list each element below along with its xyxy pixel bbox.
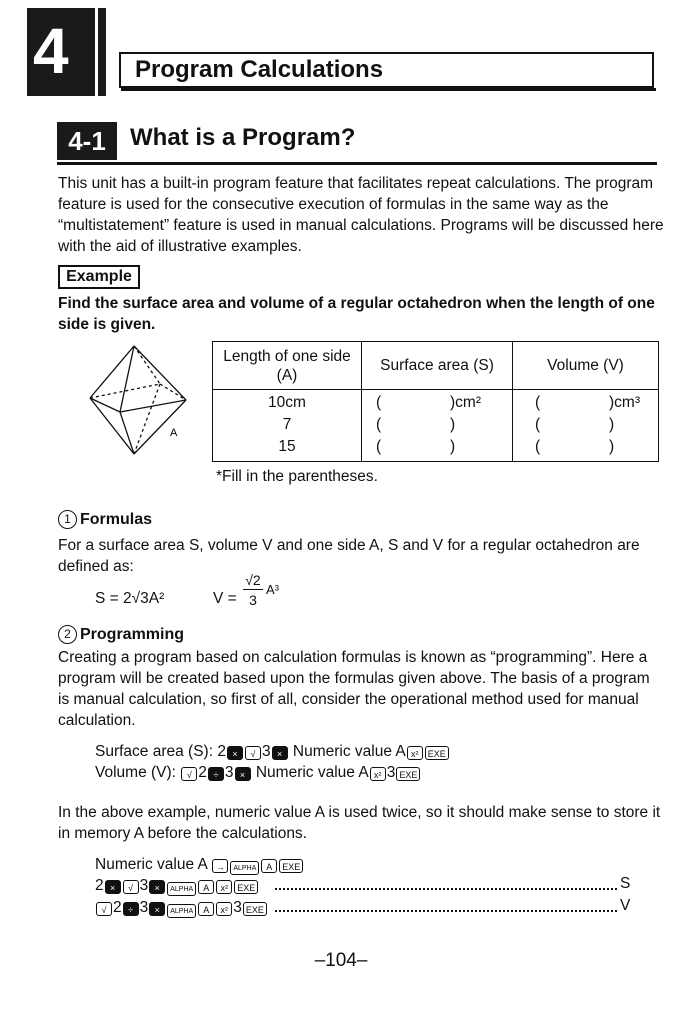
- times-key: ×: [149, 902, 165, 916]
- divide-key: ÷: [123, 902, 139, 916]
- chapter-number-block: [27, 8, 95, 96]
- chapter-number: 4: [33, 15, 69, 87]
- program-line-2: 2 × √ 3 × ALPHA A x² EXE: [95, 875, 259, 896]
- leader-dots: [275, 878, 617, 890]
- surface-paren-close: ): [450, 438, 456, 455]
- volume-paren-open: (: [535, 394, 541, 411]
- exe-key: EXE: [396, 767, 420, 781]
- a-key: A: [261, 859, 277, 873]
- x-squared-key: x²: [216, 880, 232, 894]
- surface-paren-close: ): [450, 416, 456, 433]
- memory-text: In the above example, numeric value A is used twice, so it should make sense to store it in memory A before the calculations.: [58, 804, 661, 842]
- exe-key: EXE: [243, 902, 267, 916]
- alpha-key: ALPHA: [167, 882, 196, 896]
- example-label: Example: [58, 265, 140, 289]
- times-key: ×: [105, 880, 121, 894]
- alpha-key: ALPHA: [167, 904, 196, 918]
- page-number: –104–: [314, 950, 368, 971]
- header-length: Length of one side (A): [213, 342, 362, 390]
- figure-side-label: A: [170, 427, 178, 439]
- leader-dots: [275, 900, 617, 912]
- octahedron-figure: [82, 338, 202, 463]
- volume-keystrokes: Volume (V): √ 2 ÷ 3 × Numeric value A x² 3 EXE: [95, 762, 421, 783]
- example-question: Find the surface area and volume of a regular octahedron when the length of one side is given.: [58, 295, 655, 333]
- surface-paren-open: (: [376, 394, 382, 411]
- programming-text: Creating a program based on calculation formulas is known as “programming”. Here a program will be created based upon the formulas given above. The basis of a program is manual calculation, so first of all, consider the operational method used for manual calculation.: [58, 649, 650, 729]
- table-row-length: 7: [282, 416, 292, 433]
- program-line-3: √ 2 ÷ 3 × ALPHA A x² 3 EXE: [95, 897, 268, 918]
- volume-formula-left: V =: [213, 590, 237, 607]
- intro-paragraph: This unit has a built-in program feature that facilitates repeat calculations. The program feature is used for the consecutive execution of formulas in the same way as the “multistatement” feature is used in manual calculations. Programs will be discussed here with the aid of illustrative examples.: [58, 175, 664, 255]
- volume-formula-right: A³: [266, 582, 279, 597]
- surface-keystrokes: Surface area (S): 2 × √ 3 × Numeric value A x² EXE: [95, 741, 450, 762]
- header-surface: Surface area (S): [362, 342, 513, 390]
- x-squared-key: x²: [370, 767, 386, 781]
- sqrt-key: √: [245, 746, 261, 760]
- chapter-title: Program Calculations: [135, 56, 384, 83]
- octahedron-table: [212, 341, 659, 462]
- section-number-badge: 4-1: [57, 122, 117, 160]
- volume-paren-open: (: [535, 438, 541, 455]
- exe-key: EXE: [234, 880, 258, 894]
- times-key: ×: [272, 746, 288, 760]
- surface-formula: S = 2√3A²: [95, 590, 165, 607]
- chapter-title-box: [119, 52, 654, 88]
- table-row-length: 15: [278, 438, 296, 455]
- volume-paren-close: )cm³: [609, 394, 640, 411]
- times-key: ×: [235, 767, 251, 781]
- volume-paren-close: ): [609, 438, 615, 455]
- exe-key: EXE: [425, 746, 449, 760]
- a-key: A: [198, 880, 214, 894]
- table-note: *Fill in the parentheses.: [216, 468, 378, 485]
- title-box-shadow: [121, 88, 656, 91]
- sqrt-key: √: [123, 880, 139, 894]
- x-squared-key: x²: [407, 746, 423, 760]
- circled-number: 1: [58, 510, 77, 529]
- sqrt-key: √: [181, 767, 197, 781]
- volume-formula-denominator: 3: [249, 592, 257, 608]
- volume-formula-numerator: √2: [243, 572, 263, 590]
- chapter-bar: [98, 8, 106, 96]
- circled-number: 2: [58, 625, 77, 644]
- table-row-length: 10cm: [268, 394, 306, 411]
- formulas-text: For a surface area S, volume V and one side A, S and V for a regular octahedron are defined as:: [58, 537, 640, 575]
- section-rule: [57, 162, 657, 165]
- program-line-1: Numeric value A → ALPHA A EXE: [95, 854, 304, 875]
- volume-paren-close: ): [609, 416, 615, 433]
- x-squared-key: x²: [216, 902, 232, 916]
- a-key: A: [198, 902, 214, 916]
- surface-paren-close: )cm²: [450, 394, 481, 411]
- times-key: ×: [227, 746, 243, 760]
- surface-paren-open: (: [376, 416, 382, 433]
- exe-key: EXE: [279, 859, 303, 873]
- surface-paren-open: (: [376, 438, 382, 455]
- volume-paren-open: (: [535, 416, 541, 433]
- section-title: What is a Program?: [130, 124, 356, 151]
- programming-heading: 2 Programming: [58, 625, 184, 644]
- header-volume: Volume (V): [513, 342, 659, 390]
- arrow-key: →: [212, 859, 228, 873]
- formulas-heading: 1 Formulas: [58, 510, 152, 529]
- v-result-label: V: [620, 897, 631, 914]
- times-key: ×: [149, 880, 165, 894]
- s-result-label: S: [620, 875, 631, 892]
- sqrt-key: √: [96, 902, 112, 916]
- alpha-key: ALPHA: [230, 861, 259, 875]
- divide-key: ÷: [208, 767, 224, 781]
